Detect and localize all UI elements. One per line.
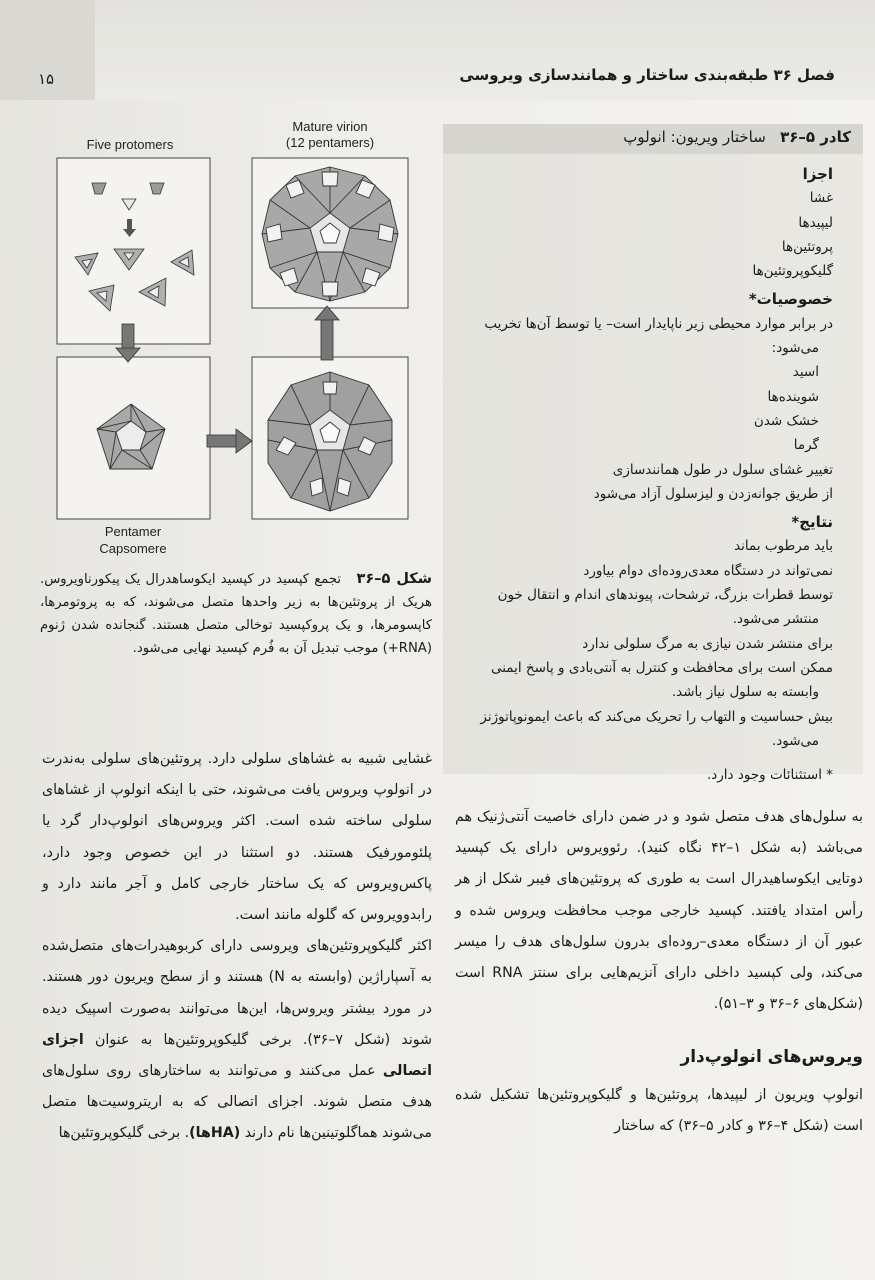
figure-caption-title: شکل ۵–۳۶: [356, 571, 433, 587]
box-item: می‌شود:: [771, 340, 819, 357]
figure-caption-text: تجمع کپسید در کپسید ایکوساهدرال یک پیکورناویروس. هریک از پروتئین‌ها به زیر واحدها متصل می‌شوند، که به پروتومرها، کاپسومرها، و یک پروکپسید توخالی متصل هستند. گنجانده شدن ژنوم (RNA+) موجب تبدیل آن به فُرم کپسید نهایی می‌شود.: [40, 572, 432, 656]
box-item: از طریق جوانه‌زدن و لیزسلول آزاد می‌شود: [593, 485, 833, 502]
box-item: گلیکوپروتئین‌ها: [752, 263, 833, 280]
box-header: [443, 124, 863, 154]
label-mature-virion-line1: Mature virion: [292, 119, 368, 134]
box-item: می‌شود.: [771, 732, 819, 749]
small-arrow-shaft: [127, 219, 132, 230]
box-item: غشا: [809, 190, 833, 207]
label-capsomere: Capsomere: [99, 541, 167, 556]
page-number: ۱۵: [38, 70, 55, 88]
box-title: [623, 128, 851, 146]
left-paragraph-2-part-c: . برخی گلیکوپروتئین‌ها: [58, 1125, 190, 1142]
label-mature-virion-line2: (12 pentamers): [285, 135, 375, 150]
box-item: پروتئین‌ها: [781, 238, 833, 255]
box-item: لیپیدها: [798, 214, 833, 231]
box-item: منتشر می‌شود.: [732, 611, 819, 628]
box-item: ممکن است برای محافظت و کنترل به آنتی‌بادی و پاسخ ایمنی: [490, 659, 833, 676]
box-title-text: ساختار ویریون: انولوپ: [623, 128, 766, 146]
arrow-right-head: [236, 429, 252, 453]
procapsid-drawing: [268, 372, 392, 511]
arrow-right-shaft: [207, 435, 237, 447]
left-paragraph-2-part-a: اکثر گلیکوپروتئین‌های ویروسی دارای کربوهیدرات‌های متصل‌شده به آسپاراژین (وابسته به N) هستند و از سطح ویریون دور هستند. در مورد بیشتر ویروس‌ها، این‌ها می‌توانند به‌صورت اسپیک دیده شوند (شکل ۷–۳۶). برخی گلیکوپروتئین‌ها به عنوان: [42, 938, 433, 1048]
box-item: وابسته به سلول نیاز باشد.: [671, 684, 819, 701]
box-item: خشک شدن: [753, 412, 819, 429]
section-heading-enveloped-viruses: ویروس‌های انولوپ‌دار: [680, 1047, 863, 1068]
box-section-heading-components: اجزا: [802, 165, 833, 183]
left-paragraph-2-bold-term: اجزای اتصالی: [42, 1031, 432, 1080]
box-item: شوینده‌ها: [767, 388, 819, 405]
right-paragraph-2: انولوپ ویریون از لیپیدها، پروتئین‌ها و گلیکوپروتئین‌ها تشکیل شده است (شکل ۴–۳۶ و کادر ۵–۳۶) که ساختار: [455, 1086, 863, 1134]
box-item: باید مرطوب بماند: [734, 538, 833, 555]
right-column-text: [455, 802, 863, 1142]
left-paragraph-2-part-b: عمل می‌کنند و می‌توانند به ساختارهای روی سلول‌های هدف متصل شوند. اجزای اتصالی که به اریتروسیت‌ها متصل می‌شوند هماگلوتینین‌ها نام دارند: [42, 1063, 432, 1142]
box-section-heading-properties: خصوصیات*: [748, 290, 833, 309]
label-pentamer-capsomere: [78, 523, 188, 557]
box-item: بیش حساسیت و التهاب را تحریک می‌کند که باعث ایمونوپاتوژنز: [480, 708, 833, 725]
label-five-protomers: Five protomers: [86, 137, 174, 152]
box-section-heading-consequences: نتایج*: [791, 513, 833, 532]
arrow-down-shaft: [122, 324, 134, 350]
right-paragraph-1: به سلول‌های هدف متصل شود و در ضمن دارای خاصیت آنتی‌ژنیک هم می‌باشد (به شکل ۱–۴۲ نگاه کنید). رئوویروس دارای یک کپسید دوتایی ایکوساهیدرال است به طوری که پروتئین‌های فیبر شکل از هر رأس امتداد یافتند. کپسید خارجی موجب محافظت ویروس شده و عبور آن از دستگاه معدی–روده‌ای بدرون سلول‌های هدف را میسر می‌کند، ولی کپسید داخلی دارای آنزیم‌هایی برای سنتز RNA است (شکل‌های ۶–۳۶ و ۳–۵۱).: [455, 809, 863, 1013]
left-column-text: [42, 744, 432, 1150]
left-paragraph-1: غشایی شبیه به غشاهای سلولی دارد. پروتئین‌های سلولی به‌ندرت در انولوپ ویروس یافت می‌شوند، حتی با اینکه انولوپ از غشاهای سلولی ساخته شده است. اکثر ویروس‌های انولوپ‌دار گرد یا پلئومورفیک هستند. دو استثنا در این خصوص وجود دارد، پاکس‌ویروس که یک ساختار خارجی کامل و آجر مانند دارد و رابدوویروس که گلوله مانند است.: [42, 751, 432, 924]
arrow-up-shaft: [321, 318, 333, 360]
box-item: نمی‌تواند در دستگاه معدی‌روده‌ای دوام بیاورد: [583, 562, 833, 579]
running-head: فصل ۳۶ طبقه‌بندی ساختار و همانندسازی ویروسی: [459, 66, 835, 84]
header-band: [0, 0, 875, 100]
box-item: تغییر غشای سلول در طول همانندسازی: [612, 461, 833, 478]
box-item: برای منتشر شدن نیازی به مرگ سلولی ندارد: [582, 635, 833, 652]
box-item: توسط قطرات بزرگ، ترشحات، پیوندهای اندام و انتقال خون: [497, 587, 833, 604]
left-paragraph-2: [42, 931, 432, 1149]
left-paragraph-2-ha-term: (HAها): [189, 1125, 241, 1142]
label-pentamer: Pentamer: [104, 524, 162, 539]
box-title-number: کادر ۵–۳۶: [780, 128, 851, 146]
box-item: در برابر موارد محیطی زیر ناپایدار است– یا توسط آن‌ها تخریب: [484, 315, 833, 332]
box-item: اسید: [792, 364, 819, 381]
box-footnote: * استثنائات وجود دارد.: [706, 767, 833, 784]
box-item: گرما: [793, 437, 819, 454]
box-content: [433, 158, 833, 787]
capsid-assembly-diagram: [40, 110, 420, 522]
figure-caption: [40, 568, 432, 660]
